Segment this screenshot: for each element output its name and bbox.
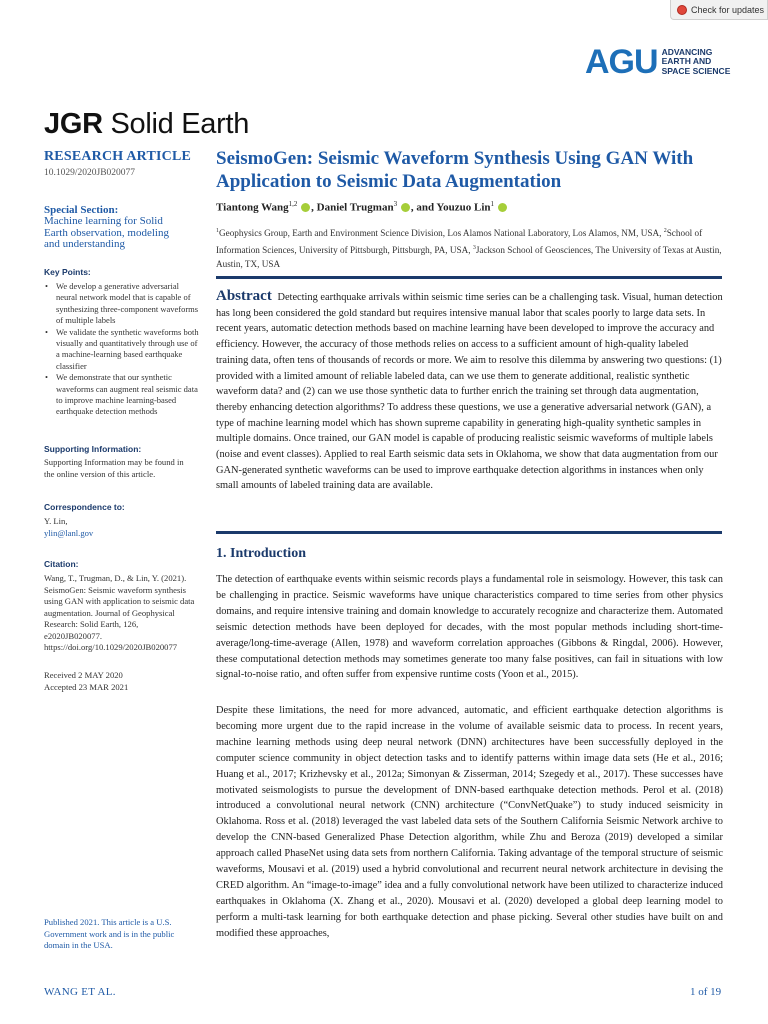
author-name[interactable]: Youzuo Lin [436, 201, 491, 214]
orcid-icon[interactable] [498, 203, 507, 212]
divider [216, 531, 722, 534]
article-type: RESEARCH ARTICLE [44, 149, 192, 164]
article-title: SeismoGen: Seismic Waveform Synthesis Using GAN With Application to Seismic Data Augmentation [216, 148, 694, 192]
agu-logo-acronym: AGU [585, 43, 658, 81]
paragraph: Despite these limitations, the need for more advanced, automatic, and efficient earthquake detection algorithms is becoming more urgent due to the rapid increase in the volume of available seismic data to process. In recent years, machine learning methods using deep neural network (DNN) architectures have been successfully deployed in the computer science community in object detection tasks and to identify patterns within image data sets (He et al., 2016; Huang et al., 2017; Krizhevsky et al., 2012a; Simonyan & Zisserman, 2014; Szegedy et al., 2017). These successes have motivated seismologists to pursue the development of DNN-based earthquake detection methods. Perol et al. (2018) introduced a convolutional neural network (CNN) architecture (“ConvNetQuake”) to study induced seismicity in Oklahoma. Ross et al. (2018) leveraged the vast labeled data sets of the Southern California Seismic Network archive to develop the CNN-based Generalized Phase Detection algorithm, while Zhu and Beroza (2019) developed a similar approach called PhaseNet using data sets from northern California. Taking advantage of the temporal structure of seismic waveforms, Mousavi et al. (2019) used a hybrid convolutional and recurrent neural network architecture in devising the CRED algorithm. An “image-to-image” idea and a fully convolutional network have been utilized to characterize induced earthquakes in Oklahoma (X. Zhang et al., 2020). Mousavi et al. (2020) developed a global deep learning model to perform a multi-task learning for both earthquake detection and phase picking. Several other studies have built on and modified these approaches, [216, 705, 723, 939]
divider [216, 276, 722, 279]
correspondence-name: Y. Lin, [44, 516, 68, 526]
agu-logo [585, 44, 730, 80]
journal-name: JGR Solid Earth [44, 108, 250, 140]
footer-authors: WANG ET AL. [44, 986, 116, 998]
publication-notice: Published 2021. This article is a U.S. Government work and is in the public domain in the USA. [44, 917, 175, 950]
abstract [216, 289, 723, 494]
correspondence-email-link[interactable]: ylin@lanl.gov [44, 528, 94, 538]
key-point: • We develop a generative adversarial neural network model that is capable of synthesizing three-component waveforms of multiple labels [44, 281, 200, 327]
doi: 10.1029/2020JB020077 [44, 168, 136, 178]
author-name[interactable]: Daniel Trugman [316, 201, 394, 214]
abstract-text: Detecting earthquake arrivals within seismic time series can be a challenging task. Visual, human detection has long been considered the gold standard but requires intensive manual labor that scales poorly to large data sets. In recent years, automatic detection methods based on machine learning have been developed to improve the accuracy and efficiency. However, the accuracy of those methods relies on access to a sufficient amount of high-quality labeled training data, often tens of thousands of records or more. We aim to resolve this dilemma by answering two questions: (1) provided with a limited amount of reliable labeled data, can we use them to generate additional, realistic synthetic waveform data? and (2) can we use those synthetic data to further enrich the training set through data augmentation, thereby enhancing detection algorithms? To address these questions, we use a generative adversarial network (GAN), a type of machine learning model which has shown supreme capability in generating high-quality synthetic samples in multiple domains. Once trained, our GAN model is capable of producing realistic seismic waveforms of multiple labels (noise and event classes). Applied to real Earth seismic data sets in Oklahoma, we show that data augmentation from our GAN-generated synthetic waveforms can be used to improve earthquake detection algorithms in instances when only small amounts of labeled training data are available. [216, 292, 723, 492]
check-for-updates-button[interactable] [670, 0, 768, 20]
citation-text: Wang, T., Trugman, D., & Lin, Y. (2021). SeismoGen: Seismic waveform synthesis using GAN with application to seismic data augmentation. Journal of Geophysical Research: Solid Earth, 126, e2020JB020077. https://doi.org/10.1029/2020JB020077 [44, 573, 195, 652]
special-section-heading: Special Section: [44, 204, 119, 216]
correspondence-heading: Correspondence to: [44, 502, 125, 512]
supporting-info-heading: Supporting Information: [44, 444, 142, 454]
supporting-info-text: Supporting Information may be found in the online version of this article. [44, 457, 184, 479]
key-point: • We demonstrate that our synthetic waveforms can augment real seismic data to improve machine learning-based earthquake detection methods [44, 372, 200, 418]
affiliations: $^1$Geophysics Group, Earth and Environment Science Division, Los Alamos National Laboratory, Los Alamos, NM, USA, $^2$School of Information Sciences, University of Pittsburgh, Pittsburgh, PA, USA, $^3$Jackson School of Geosciences, The University of Texas at Austin, Austin, TX, USA [216, 228, 722, 270]
section-heading-introduction: 1. Introduction [216, 546, 306, 561]
citation-heading: Citation: [44, 559, 79, 569]
page-number: 1 of 19 [690, 986, 722, 998]
abstract-heading: Abstract [216, 288, 272, 304]
received-date: Received 2 MAY 2020 [44, 670, 123, 680]
paragraph: The detection of earthquake events within seismic records plays a fundamental role in seismology. However, this task can be challenging in practice. Seismic waveforms have unique characteristics compared to time series from other physics domains, and require intensive training and domain knowledge to accurately recognize and characterize them. Automated seismic detection methods have been deployed for decades, with the most popular methods including short-time-average/long-time-average (Allen, 1978) and waveform correlation approaches (Gibbons & Ringdal, 2006). However, these computational detection methods may sometimes generate too many false positives, can fail in situations with low signal-to-noise ratio, and often suffer from expensive runtime costs (Yoon et al., 2015). [216, 574, 723, 681]
author-name[interactable]: Tiantong Wang [216, 201, 289, 214]
special-section-text: Machine learning for Solid Earth observation, modeling and understanding [44, 215, 169, 251]
orcid-icon[interactable] [401, 203, 410, 212]
crossmark-icon [677, 5, 687, 15]
orcid-icon[interactable] [301, 203, 310, 212]
key-point: • We validate the synthetic waveforms both visually and quantitatively through use of a machine-learning based earthquake classifier [44, 327, 200, 373]
key-points-heading: Key Points: [44, 267, 91, 277]
key-points-list [44, 281, 200, 418]
agu-logo-tagline: ADVANCING EARTH AND SPACE SCIENCE [661, 46, 731, 76]
accepted-date: Accepted 23 MAR 2021 [44, 682, 129, 692]
check-for-updates-label: Check for updates [691, 4, 765, 15]
author-list: Tiantong Wang$^{1,2}$ , Daniel Trugman$^3$ , and Youzuo Lin$^1$ [216, 200, 508, 214]
